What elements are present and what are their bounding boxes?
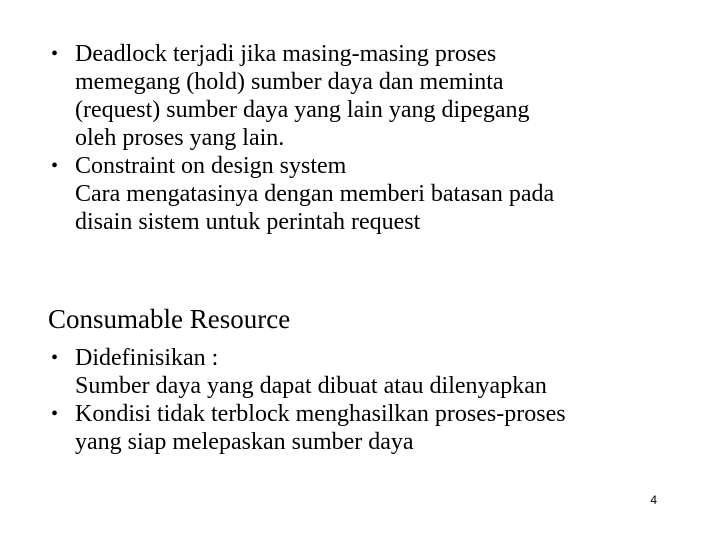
bullet-item-definition: [48, 344, 566, 400]
text-line: Constraint on design system: [75, 153, 347, 179]
bullet-item-condition: [48, 400, 566, 456]
bullet-item-deadlock: [48, 40, 554, 152]
bullet-list-bottom: [48, 344, 566, 456]
text-line: Deadlock terjadi jika masing-masing proses: [75, 41, 497, 67]
text-line: memegang (hold) sumber daya dan meminta: [75, 69, 504, 95]
page-number: 4: [650, 493, 657, 507]
text-line: oleh proses yang lain.: [75, 125, 285, 151]
bullet-icon: •: [51, 43, 59, 65]
text-line: yang siap melepaskan sumber daya: [75, 429, 414, 455]
text-line: Didefinisikan :: [75, 345, 219, 371]
bullet-icon: •: [51, 403, 59, 425]
bullet-icon: •: [51, 155, 59, 177]
text-line: Kondisi tidak terblock menghasilkan proses-proses: [75, 401, 566, 427]
bullet-list-top: [48, 40, 554, 236]
bullet-item-constraint: [48, 152, 554, 236]
section-heading: Consumable Resource: [48, 304, 291, 334]
bullet-icon: •: [51, 347, 59, 369]
text-line: (request) sumber daya yang lain yang dipegang: [75, 97, 530, 123]
text-line: disain sistem untuk perintah request: [75, 209, 421, 235]
text-line: Sumber daya yang dapat dibuat atau dilenyapkan: [75, 373, 547, 399]
text-line: Cara mengatasinya dengan memberi batasan pada: [75, 181, 555, 207]
